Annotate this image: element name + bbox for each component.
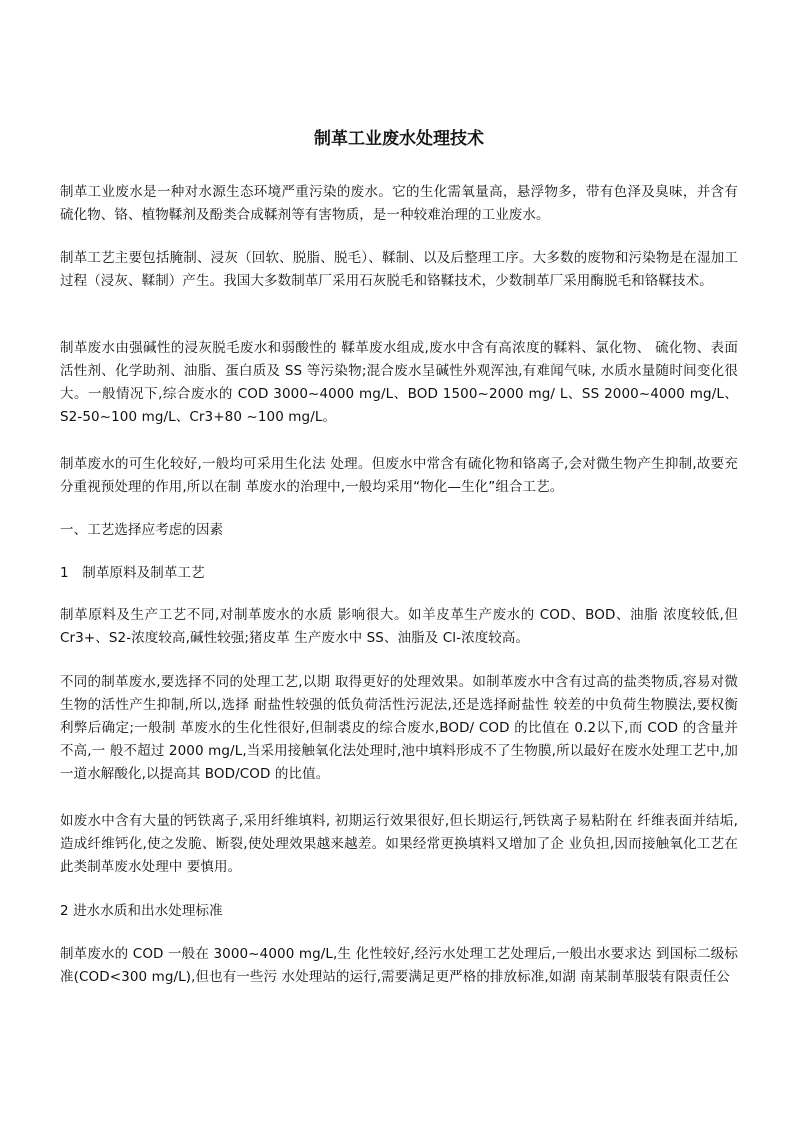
subsection-heading-standards: 2 进水水质和出水处理标准: [60, 903, 223, 919]
paragraph-calcium-iron: 如废水中含有大量的钙铁离子,采用纤维填料, 初期运行效果很好,但长期运行,钙铁离子易粘附在 纤维表面并结垢,造成纤维钙化,使之发脆、断裂,使处理效果越来越差。如果经常更换填料又增加了企 业负担,因而接触氧化工艺在此类制革废水处理中 要慎用。: [60, 813, 738, 875]
section-heading-factors: 一、工艺选择应考虑的因素: [60, 522, 224, 538]
paragraph-raw-materials: 制革原料及生产工艺不同,对制革废水的水质 影响很大。如羊皮革生产废水的 COD、BOD、油脂 浓度较低,但 Cr3+、S2-浓度较高,碱性较强;猪皮革 生产废水中 SS、油脂及 Cl-浓度较高。: [60, 607, 738, 646]
paragraph-process-selection: 不同的制革废水,要选择不同的处理工艺,以期 取得更好的处理效果。如制革废水中含有过高的盐类物质,容易对微生物的活性产生抑制,所以,选择 耐盐性较强的低负荷活性污泥法,还是选择耐盐性 较差的中负荷生物膜法,要权衡利弊后确定;一般制 革废水的生化性很好,但制裘皮的综合废水,BOD/ COD 的比值在 0.2以下,而 COD 的含量并不高,一 般不超过 2000 mg/L,当采用接触氧化法处理时,池中填料形成不了生物膜,所以最好在废水处理工艺中,加一道水解酸化,以提高其 BOD/COD 的比值。: [60, 674, 738, 782]
paragraph-standards: 制革废水的 COD 一般在 3000~4000 mg/L,生 化性较好,经污水处理工艺处理后,一般出水要求达 到国标二级标准(COD<300 mg/L),但也有一些污 水处理站的运行,需要满足更严格的排放标准,如湖 南某制革服装有限责任公: [60, 946, 738, 985]
subsection-heading-raw-materials: 1 制革原料及制革工艺: [60, 565, 205, 581]
paragraph-intro: 制革工业废水是一种对水源生态环境严重污染的废水。它的生化需氧量高，悬浮物多，带有色泽及臭味，并含有硫化物、铬、植物鞣剂及酚类合成鞣剂等有害物质，是一种较难治理的工业废水。: [60, 184, 738, 223]
paragraph-composition: 制革废水由强碱性的浸灰脱毛废水和弱酸性的 鞣革废水组成,废水中含有高浓度的鞣料、氯化物、 硫化物、表面活性剂、化学助剂、油脂、蛋白质及 SS 等污染物;混合废水呈碱性外观浑浊,有难闻气味, 水质水量随时间变化很大。一般情况下,综合废水的 COD 3000~4000 mg/L、BOD 1500~2000 mg/ L、SS 2000~4000 mg/L、S2-50~100 mg/L、Cr3+80 ~100 mg/L。: [60, 340, 738, 425]
document-title: 制革工业废水处理技术: [314, 129, 484, 149]
paragraph-biodegradability: 制革废水的可生化较好,一般均可采用生化法 处理。但废水中常含有硫化物和铬离子,会对微生物产生抑制,故要充分重视预处理的作用,所以在制 革废水的治理中,一般均采用“物化—生化”组合工艺。: [60, 456, 738, 495]
paragraph-process: 制革工艺主要包括腌制、浸灰（回软、脱脂、脱毛）、鞣制、以及后整理工序。大多数的废物和污染物是在湿加工过程（浸灰、鞣制）产生。我国大多数制革厂采用石灰脱毛和铬鞣技术，少数制革厂采用酶脱毛和铬鞣技术。: [60, 250, 738, 289]
